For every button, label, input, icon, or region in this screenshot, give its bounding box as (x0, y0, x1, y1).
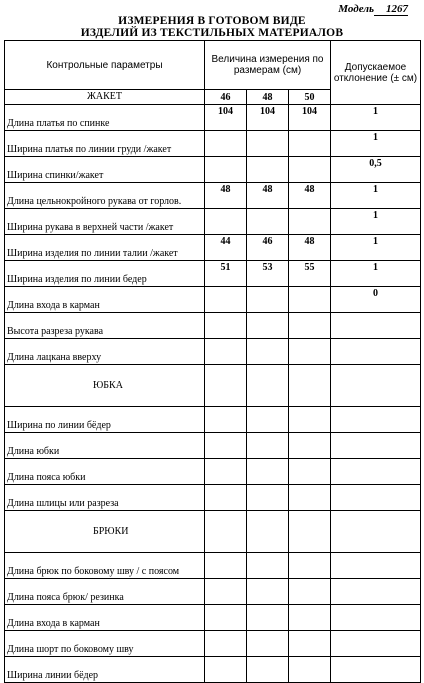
param-label: Длина шорт по боковому шву (5, 631, 205, 657)
param-label: Длина платья по спинке (5, 105, 205, 131)
table-row (5, 407, 421, 433)
model-label-text: Модель (338, 3, 374, 15)
size-value-cell (247, 287, 289, 313)
tolerance-cell (331, 511, 421, 553)
tolerance-cell (331, 485, 421, 511)
size-value-cell (247, 407, 289, 433)
size-value-cell: 48 (205, 183, 247, 209)
size-value-cell (247, 339, 289, 365)
document-title-line1: ИЗМЕРЕНИЯ В ГОТОВОМ ВИДЕ (118, 15, 306, 27)
param-label: Ширина рукава в верхней части /жакет (5, 209, 205, 235)
size-value-cell (289, 605, 331, 631)
table-row (5, 485, 421, 511)
size-value-cell (289, 553, 331, 579)
size-value-cell (205, 485, 247, 511)
size-value-cell (205, 631, 247, 657)
table-row (5, 579, 421, 605)
size-value-cell (205, 209, 247, 235)
table-row (5, 235, 421, 261)
size-value-cell (205, 511, 247, 553)
param-label: Длина пояса брюк/ резинка (5, 579, 205, 605)
size-48: 48 (247, 90, 289, 105)
param-label: Длина брюк по боковому шву / с поясом (5, 553, 205, 579)
size-value-cell (289, 631, 331, 657)
size-value-cell (247, 157, 289, 183)
param-label: Длина входа в карман (5, 605, 205, 631)
size-value-cell: 104 (289, 105, 331, 131)
document-title-line2: ИЗДЕЛИЙ ИЗ ТЕКСТИЛЬНЫХ МАТЕРИАЛОВ (80, 27, 344, 39)
param-label: Ширина изделия по линии талии /жакет (5, 235, 205, 261)
size-value-cell (205, 339, 247, 365)
tolerance-cell (331, 631, 421, 657)
size-value-cell: 48 (289, 183, 331, 209)
size-value-cell (205, 287, 247, 313)
size-value-cell (289, 485, 331, 511)
tolerance-cell (331, 459, 421, 485)
table-row (5, 287, 421, 313)
param-label: Высота разреза рукава (5, 313, 205, 339)
table-row (5, 553, 421, 579)
tolerance-cell (331, 657, 421, 683)
tolerance-cell: 1 (331, 105, 421, 131)
table-row (5, 261, 421, 287)
size-value-cell: 48 (247, 183, 289, 209)
param-label: Ширина спинки/жакет (5, 157, 205, 183)
size-value-cell (247, 313, 289, 339)
param-label: Ширина изделия по линии бедер (5, 261, 205, 287)
size-value-cell (205, 365, 247, 407)
table-row (5, 157, 421, 183)
size-value-cell (205, 407, 247, 433)
table-row (5, 433, 421, 459)
jacket-section-label: ЖАКЕТ (5, 90, 205, 105)
size-value-cell (247, 209, 289, 235)
table-row (5, 105, 421, 131)
size-value-cell (247, 433, 289, 459)
header-size-value: Величина измерения по размерам (см) (205, 41, 331, 90)
size-value-cell (247, 605, 289, 631)
param-label: Длина лацкана вверху (5, 339, 205, 365)
table-row (5, 339, 421, 365)
section-row (5, 365, 421, 407)
tolerance-cell (331, 313, 421, 339)
size-value-cell (289, 365, 331, 407)
param-label: Длина шлицы или разреза (5, 485, 205, 511)
size-value-cell (289, 579, 331, 605)
size-value-cell: 46 (247, 235, 289, 261)
table-row (5, 657, 421, 683)
size-value-cell: 55 (289, 261, 331, 287)
size-value-cell (289, 287, 331, 313)
size-value-cell (289, 511, 331, 553)
size-value-cell (289, 339, 331, 365)
tolerance-cell (331, 553, 421, 579)
param-label: Ширина платья по линии груди /жакет (5, 131, 205, 157)
size-value-cell: 48 (289, 235, 331, 261)
size-value-cell (205, 579, 247, 605)
model-number: 1267 (374, 3, 408, 16)
size-value-cell (247, 485, 289, 511)
size-value-cell (289, 407, 331, 433)
param-label: Длина пояса юбки (5, 459, 205, 485)
size-value-cell (289, 433, 331, 459)
header-tolerance: Допускаемое отклонение (± см) (331, 41, 421, 105)
param-label: Ширина линии бёдер (5, 657, 205, 683)
size-value-cell (205, 433, 247, 459)
size-value-cell (289, 459, 331, 485)
table-row (5, 209, 421, 235)
size-value-cell (247, 131, 289, 157)
size-value-cell (289, 313, 331, 339)
size-50: 50 (289, 90, 331, 105)
param-label: Длина входа в карман (5, 287, 205, 313)
header-params: Контрольные параметры (5, 41, 205, 90)
tolerance-cell (331, 433, 421, 459)
size-value-cell (205, 313, 247, 339)
param-label: Длина юбки (5, 433, 205, 459)
size-value-cell (247, 511, 289, 553)
param-label: Длина цельнокройного рукава от горлов. (5, 183, 205, 209)
table-row (5, 313, 421, 339)
tolerance-cell: 1 (331, 261, 421, 287)
size-value-cell (289, 657, 331, 683)
size-value-cell (289, 157, 331, 183)
tolerance-cell (331, 605, 421, 631)
table-row (5, 183, 421, 209)
section-label: ЮБКА (5, 365, 205, 407)
size-value-cell: 44 (205, 235, 247, 261)
tolerance-cell (331, 579, 421, 605)
table-row (5, 459, 421, 485)
size-value-cell (247, 579, 289, 605)
size-46: 46 (205, 90, 247, 105)
measurements-table (4, 40, 421, 683)
size-value-cell (247, 553, 289, 579)
size-value-cell (205, 157, 247, 183)
size-value-cell: 104 (247, 105, 289, 131)
size-value-cell (205, 657, 247, 683)
size-value-cell (205, 131, 247, 157)
size-value-cell (205, 605, 247, 631)
tolerance-cell (331, 365, 421, 407)
size-value-cell (205, 459, 247, 485)
table-header-row (5, 41, 421, 90)
table-row (5, 605, 421, 631)
size-value-cell (247, 631, 289, 657)
size-value-cell (289, 209, 331, 235)
size-value-cell (247, 365, 289, 407)
tolerance-cell (331, 407, 421, 433)
tolerance-cell: 1 (331, 131, 421, 157)
tolerance-cell: 1 (331, 183, 421, 209)
tolerance-cell: 0,5 (331, 157, 421, 183)
tolerance-cell: 1 (331, 235, 421, 261)
size-value-cell: 51 (205, 261, 247, 287)
tolerance-cell (331, 339, 421, 365)
tolerance-cell: 0 (331, 287, 421, 313)
size-value-cell: 53 (247, 261, 289, 287)
section-row (5, 511, 421, 553)
table-row (5, 131, 421, 157)
size-value-cell (247, 459, 289, 485)
section-label: БРЮКИ (5, 511, 205, 553)
tolerance-cell: 1 (331, 209, 421, 235)
size-value-cell (247, 657, 289, 683)
table-row (5, 631, 421, 657)
size-value-cell (205, 553, 247, 579)
size-value-cell (289, 131, 331, 157)
param-label: Ширина по линии бёдер (5, 407, 205, 433)
size-value-cell: 104 (205, 105, 247, 131)
